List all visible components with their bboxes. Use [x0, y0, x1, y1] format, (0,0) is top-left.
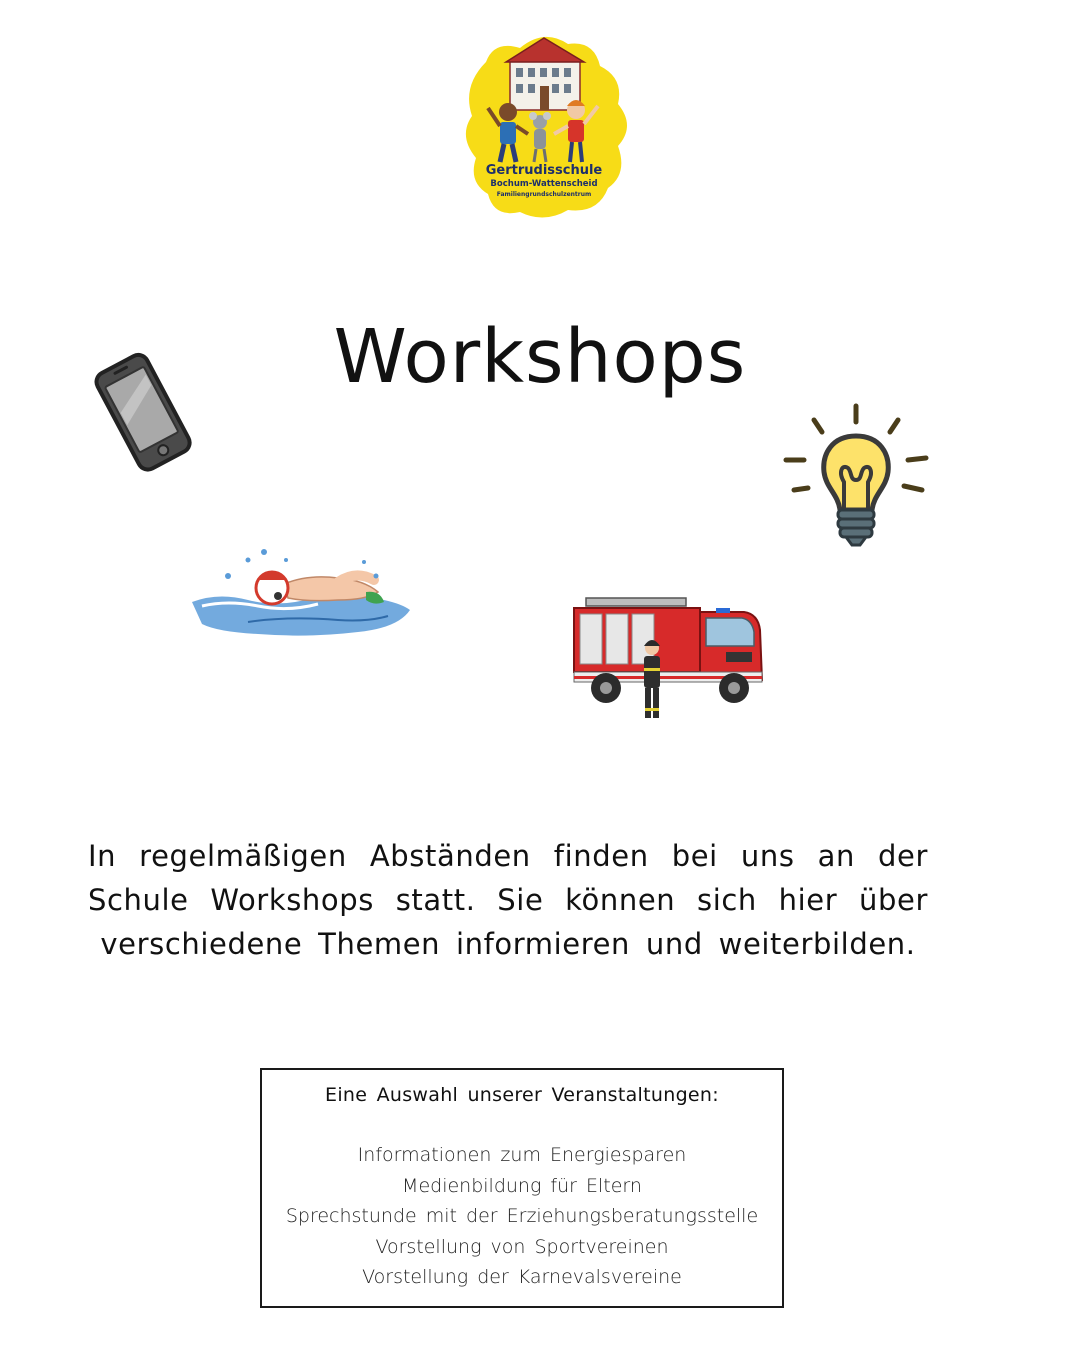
- logo-city: Bochum-Wattenscheid: [490, 179, 598, 189]
- swimmer-icon: [188, 540, 414, 642]
- list-item: Informationen zum Energiesparen: [357, 1144, 687, 1166]
- intro-paragraph: In regelmäßigen Abständen finden bei uns an der Schule Workshops statt. Sie können sich hier über verschiedene Themen informieren und weiterbilden.: [88, 839, 928, 961]
- school-logo: [448, 22, 640, 222]
- list-item: Medienbildung für Eltern: [402, 1174, 642, 1197]
- page-title: Workshops: [333, 314, 747, 400]
- events-box: [260, 1068, 784, 1308]
- light-bulb-icon: [780, 398, 932, 558]
- phone-icon: [92, 352, 196, 476]
- list-item: Vorstellung von Sportvereinen: [375, 1235, 669, 1258]
- logo-subtitle: Familiengrundschulzentrum: [496, 191, 592, 198]
- events-list: [262, 1140, 782, 1293]
- list-item: Sprechstunde mit der Erziehungsberatungsstelle: [285, 1205, 759, 1227]
- list-item: Vorstellung der Karnevalsvereine: [362, 1266, 682, 1288]
- events-heading: Eine Auswahl unserer Veranstaltungen:: [325, 1084, 719, 1106]
- fire-truck-icon: [566, 588, 766, 728]
- logo-school-name: Gertrudisschule: [485, 163, 603, 178]
